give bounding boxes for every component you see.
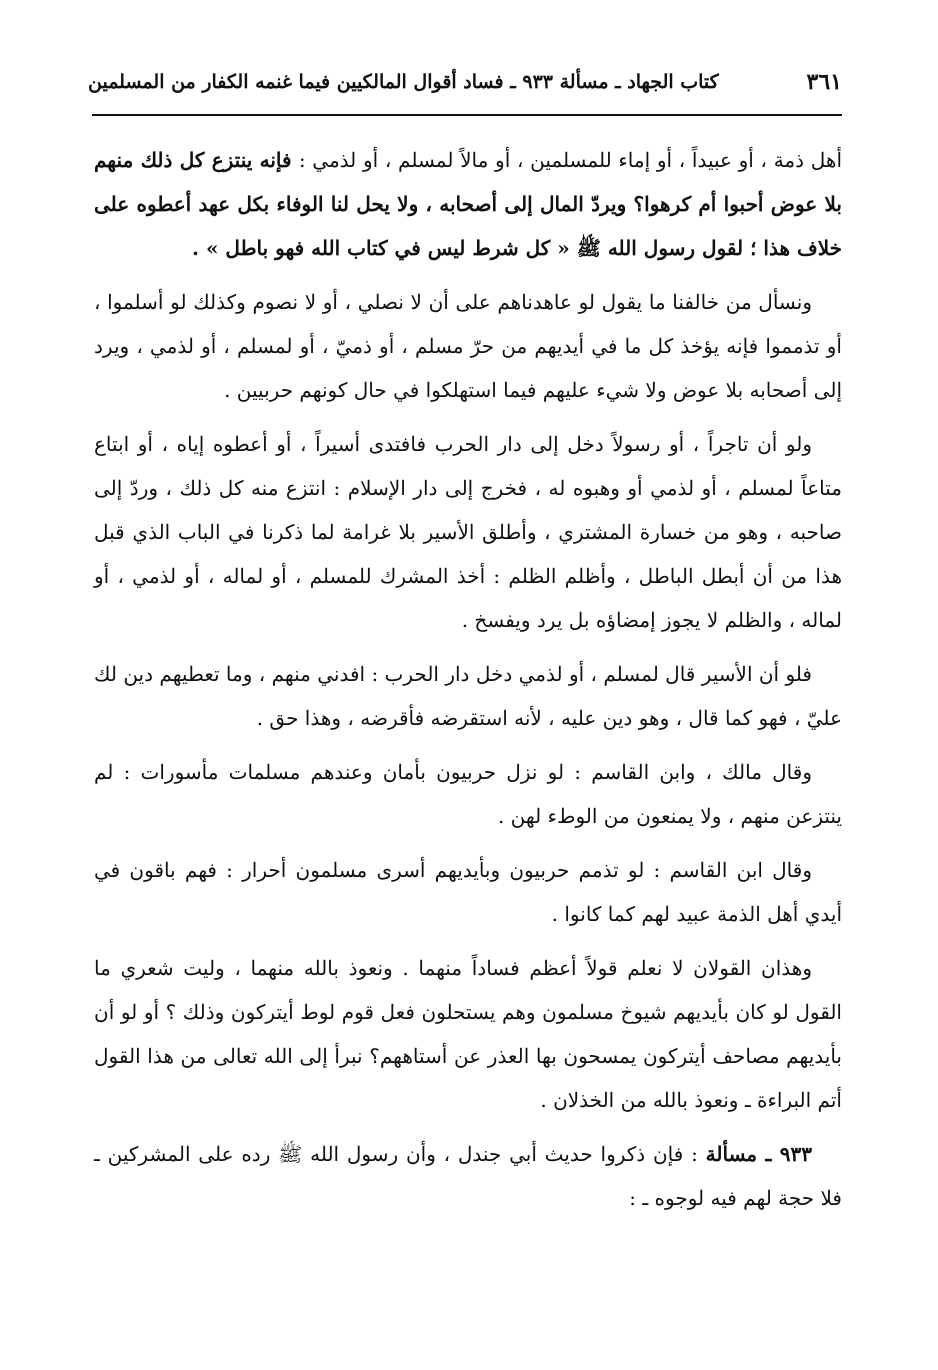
paragraph-1-part-2: فإنه ينتزع كل ذلك منهم بلا عوض أحبوا أم كرهوا؟ ويردّ المال إلى أصحابه ، ولا يحل لنا الوفاء بكل عهد أعطوه على خلاف هذا ؛ لقول رسول الله ﷺ [94,148,842,260]
hadith-quote: « كل شرط ليس في كتاب الله فهو باطل » . [192,236,570,260]
running-header [88,62,842,102]
paragraph-4: فلو أن الأسير قال لمسلم ، أو لذمي دخل دار الحرب : افدني منهم ، وما تعطيهم دين لك عليّ ، فهو كما قال ، وهو دين عليه ، لأنه استقرضه فأقرضه ، وهذا حق . [94,662,842,730]
paragraph-7: وهذان القولان لا نعلم قولاً أعظم فساداً منهما . ونعوذ بالله منهما ، وليت شعري ما القول لو كان بأيديهم شيوخ مسلمون وهم يستحلون فعل قوم لوط أيتركون وذلك ؟ أو لو أن بأيديهم مصاحف أيتركون يمسحون بها العذر عن أستاههم؟ نبرأ إلى الله تعالى من هذا القول أتم البراءة ـ ونعوذ بالله من الخذلان . [94,956,842,1112]
paragraph-3: ولو أن تاجراً ، أو رسولاً دخل إلى دار الحرب فافتدى أسيراً ، أو أعطوه إياه ، أو ابتاع متاعاً لمسلم ، أو لذمي أو وهبوه له ، فخرج إلى دار الإسلام : انتزع منه كل ذلك ، وردّ إلى صاحبه ، وهو من خسارة المشتري ، وأطلق الأسير بلا غرامة لما ذكرنا في الباب الذي قبل هذا من أن أبطل الباطل ، وأظلم الظلم : أخذ المشرك للمسلم ، أو لماله ، أو لذمي ، أو لماله ، والظلم لا يجوز إمضاؤه بل يرد ويفسخ . [94,432,842,632]
running-title: كتاب الجهاد ـ مسألة ٩٣٣ ـ فساد أقوال المالكيين فيما غنمه الكفار من المسلمين [88,71,719,93]
paragraph-1-part-1: أهل ذمة ، أو عبيداً ، أو إماء للمسلمين ، أو مالاً لمسلم ، أو لذمي : [298,148,842,172]
page-number: ٣٦١ [806,69,842,95]
paragraph-1 [94,138,842,270]
issue-number: ٩٣٣ ـ مسألة [705,1142,813,1166]
body-text [94,138,842,1230]
header-rule [92,114,842,116]
paragraph-5: وقال مالك ، وابن القاسم : لو نزل حربيون بأمان وعندهم مسلمات مأسورات : لم ينتزعن منهم ، ولا يمنعون من الوطء لهن . [94,760,842,828]
issue-text: : فإن ذكروا حديث أبي جندل ، وأن رسول الله ﷺ رده على المشركين ـ فلا حجة لهم فيه لوجوه ـ : [94,1142,842,1210]
paragraph-issue-933 [94,1132,842,1220]
paragraph-2: ونسأل من خالفنا ما يقول لو عاهدناهم على أن لا نصلي ، أو لا نصوم وكذلك لو أسلموا ، أو تذمموا فإنه يؤخذ كل ما في أيديهم من حرّ مسلم ، أو ذميّ ، أو لمسلم ، أو لذمي ، ويرد إلى أصحابه بلا عوض ولا شيء عليهم فيما استهلكوا في حال كونهم حربيين . [94,290,842,402]
paragraph-6: وقال ابن القاسم : لو تذمم حربيون وبأيديهم أسرى مسلمون أحرار : فهم باقون في أيدي أهل الذمة عبيد لهم كما كانوا . [94,858,842,926]
